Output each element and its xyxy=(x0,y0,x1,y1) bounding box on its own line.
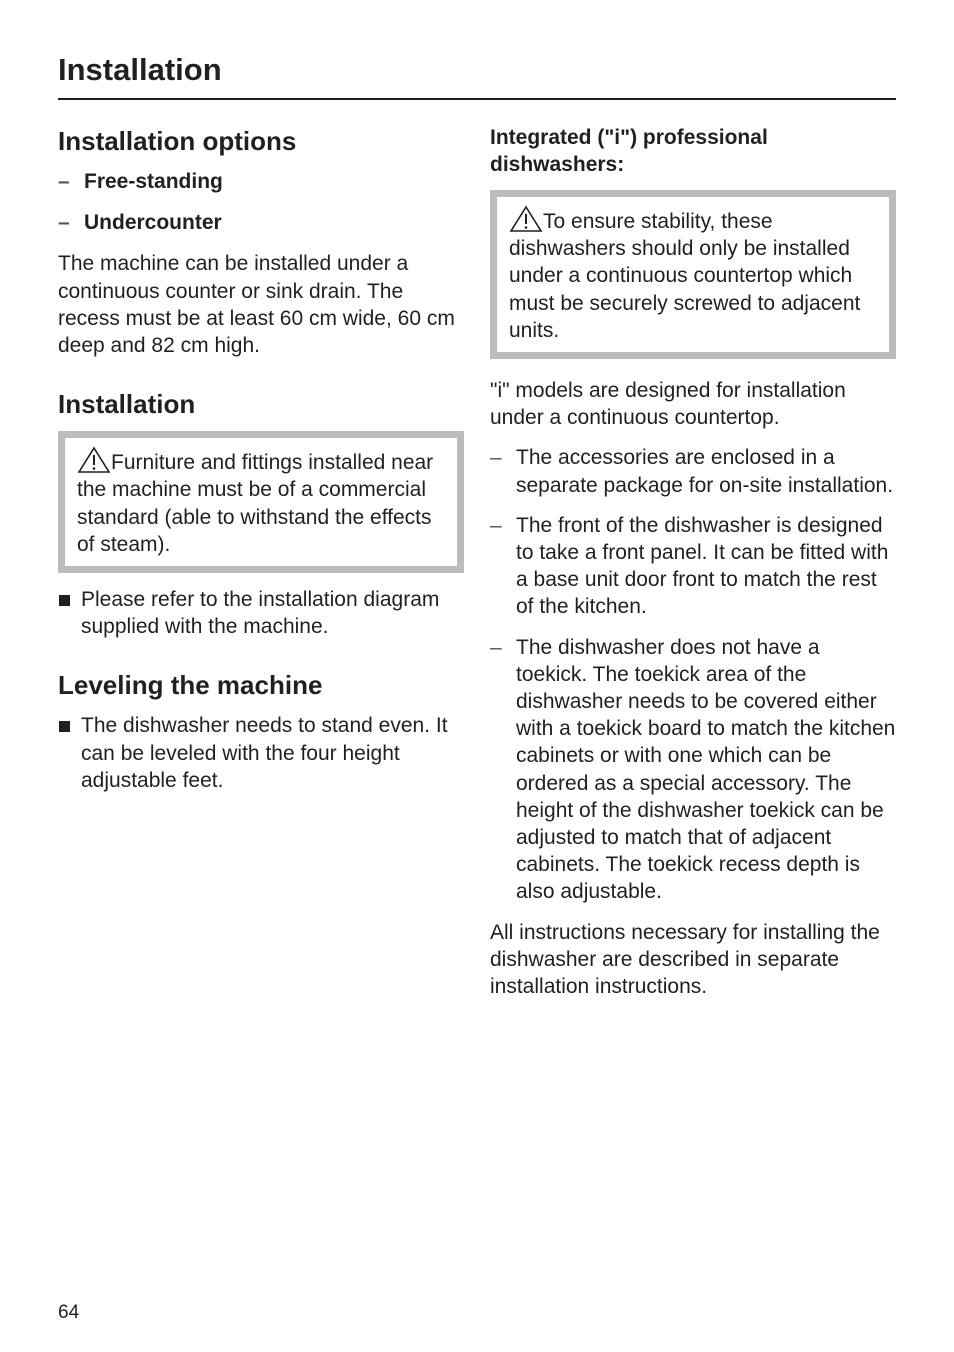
list-item xyxy=(490,512,896,621)
bullet-text: Please refer to the installation diagram supplied with the machine. xyxy=(81,588,440,639)
option-label: Free-standing xyxy=(84,170,223,193)
installation-bullets xyxy=(58,586,464,640)
title-rule xyxy=(58,98,896,100)
page-title: Installation xyxy=(58,52,222,87)
closing-paragraph: All instructions necessary for installing the dishwasher are described in separate installation instructions. xyxy=(490,920,880,999)
dash-marker: – xyxy=(490,446,502,470)
dash-marker: – xyxy=(58,170,70,193)
list-item xyxy=(490,444,896,498)
dash-marker: – xyxy=(490,513,502,537)
installation-warning-text: Furniture and fittings installed near the machine must be of a commercial standard (able to withstand the effects of steam). xyxy=(77,451,434,556)
installation-heading: Installation xyxy=(58,389,196,420)
i-models-intro: "i" models are designed for installation under a continuous countertop. xyxy=(490,379,846,430)
list-item xyxy=(58,712,464,794)
installation-options-list xyxy=(58,168,464,236)
item-text: The dishwasher does not have a toekick. The toekick area of the dishwasher needs to be covered either with a toekick board to match the kitchen cabinets or with one which can be ordered as a special accessory. The height of the dishwasher toekick can be adjusted to match that of adjacent cabinets. The toekick recess depth is also adjustable. xyxy=(516,635,896,904)
leveling-bullets xyxy=(58,712,464,794)
stability-warning-text: To ensure stability, these dishwashers should only be installed under a continuous countertop which must be securely screwed to adjacent units. xyxy=(509,210,861,342)
i-models-list xyxy=(490,444,896,905)
installation-options-paragraph: The machine can be installed under a continuous counter or sink drain. The recess must be at least 60 cm wide, 60 cm deep and 82 cm high. xyxy=(58,252,455,358)
right-column xyxy=(490,124,896,1000)
list-item xyxy=(490,634,896,906)
integrated-dishwashers-heading: Integrated ("i") professional dishwashers: xyxy=(490,126,768,176)
warning-triangle-icon xyxy=(77,446,111,474)
square-bullet-icon xyxy=(59,721,70,732)
option-label: Undercounter xyxy=(84,211,222,235)
installation-options-heading: Installation options xyxy=(58,126,297,156)
item-text: The front of the dishwasher is designed to take a front panel. It can be fitted with a base unit door front to match the rest of the kitchen. xyxy=(516,513,889,619)
installation-warning-box xyxy=(58,431,464,573)
dash-marker: – xyxy=(58,211,70,235)
list-item xyxy=(58,586,464,640)
bullet-text: The dishwasher needs to stand even. It can be leveled with the four height adjustable feet. xyxy=(81,714,448,792)
left-column xyxy=(58,124,464,794)
list-item xyxy=(58,168,464,195)
dash-marker: – xyxy=(490,635,502,659)
warning-triangle-icon xyxy=(509,205,543,233)
stability-warning-box xyxy=(490,190,896,359)
square-bullet-icon xyxy=(59,595,70,606)
page-number: 64 xyxy=(58,1302,80,1323)
item-text: The accessories are enclosed in a separate package for on-site installation. xyxy=(516,446,894,497)
leveling-heading: Leveling the machine xyxy=(58,670,323,701)
list-item xyxy=(58,209,464,236)
